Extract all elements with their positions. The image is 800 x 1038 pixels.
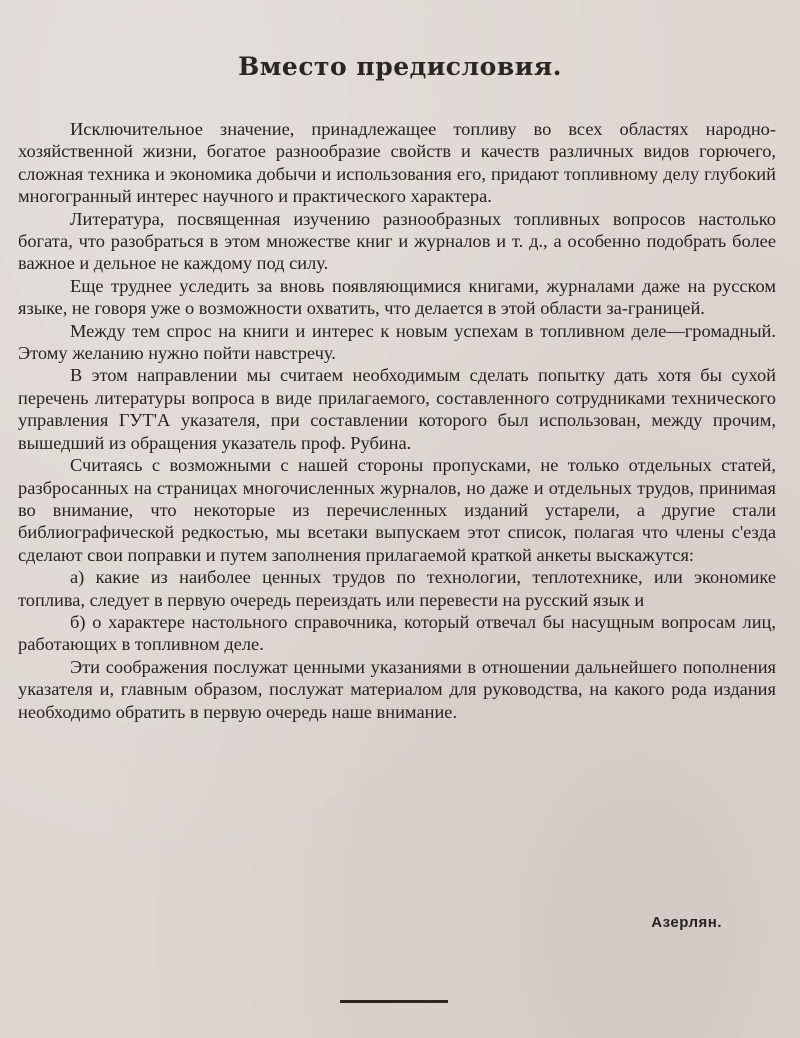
page-title: Вместо предисловия. — [238, 52, 562, 81]
paragraph-attempt: В этом направлении мы считаем необходимым сделать попытку дать хотя бы сухой перечень литературы вопроса в виде прилагаемого, составленного сотрудниками технического управления ГУТ'А указателя, при составлении которого был использован, между прочим, вышедший из обращения указатель проф. Рубина. — [18, 365, 776, 453]
paragraph-new-books: Еще труднее уследить за вновь появляющимися книгами, журналами даже на русском языке, не говоря уже о возможности охватить, что делается в этой области за-границей. — [18, 275, 776, 319]
paragraph-demand: Между тем спрос на книги и интерес к новым успехам в топливном деле—громадный. Этому желанию нужно пойти навстречу. — [18, 320, 776, 364]
paragraph-omissions: Считаясь с возможными с нашей стороны пропусками, не только отдельных статей, разбросанных на страницах многочисленных журналов, но даже и отдельных трудов, принимая во внимание, что некоторые из перечисленных изданий устарели, а другие стали библиографической редкостью, мы всетаки выпускаем этот список, полагая что члены с'езда сделают свои поправки и путем заполнения прилагаемой краткой анкеты выскажутся: — [18, 455, 776, 565]
paragraph-intro: Исключительное значение, принадлежащее топливу во всех областях народно-хозяйственной жизни, богатое разнообразие свойств и качеств различных видов горючего, сложная техника и экономика добычи и использования его, придают топливному делу глубокий многогранный интерес научного и практического характера. — [18, 119, 776, 207]
paragraph-literature: Литература, посвященная изучению разнообразных топливных вопросов настолько богата, что разобраться в этом множестве книг и журналов и т. д., а особенно подобрать более важное и дельное не каждому под силу. — [18, 208, 776, 274]
signature: Азерлян. — [651, 914, 722, 931]
paragraph-item-a: а) какие из наиболее ценных трудов по технологии, теплотехнике, или экономике топлива, следует в первую очередь переиздать или перевести на русский язык и — [18, 567, 776, 610]
closing-rule — [340, 1000, 448, 1003]
paragraph-conclusion: Эти соображения послужат ценными указаниями в отношении дальнейшего пополнения указателя и, главным образом, послужат материалом для руководства, на какого рода издания необходимо обратить в первую очередь наше внимание. — [18, 656, 776, 722]
body-text — [18, 118, 776, 723]
paragraph-item-b: б) о характере настольного справочника, который отвечал бы насущным вопросам лиц, работающих в топливном деле. — [18, 611, 776, 655]
